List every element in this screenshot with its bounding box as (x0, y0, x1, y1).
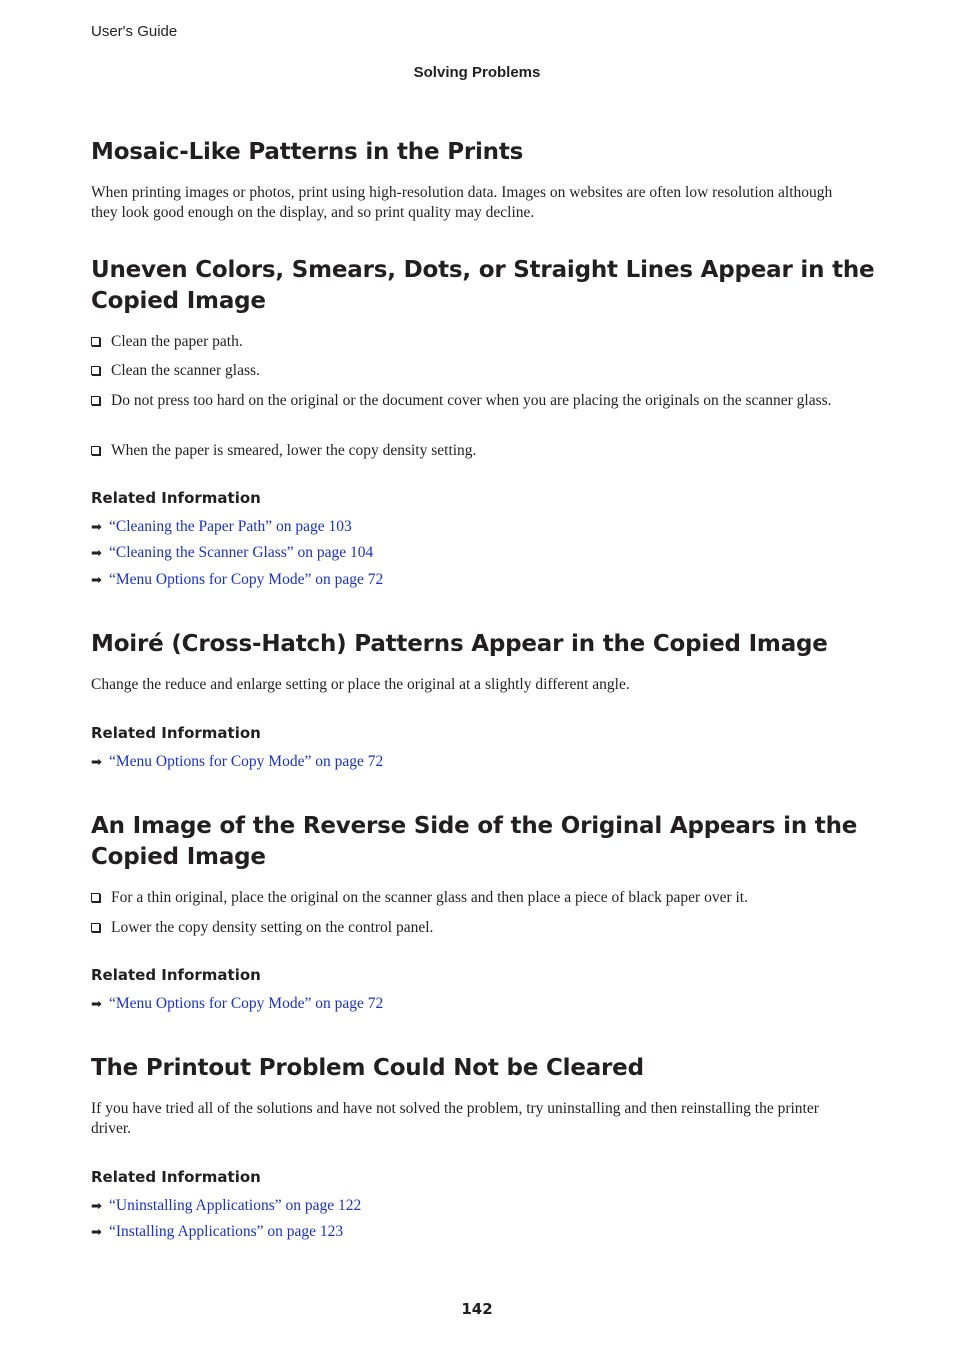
list-item-text: Clean the scanner glass. (111, 362, 260, 379)
related-information-heading: Related Information (91, 489, 261, 507)
arrow-right-icon: ➡ (91, 997, 102, 1012)
running-header-guide: User's Guide (91, 23, 178, 40)
related-link-text[interactable]: “Menu Options for Copy Mode” on page 72 (109, 995, 384, 1012)
related-link-text[interactable]: “Installing Applications” on page 123 (109, 1223, 344, 1240)
checkbox-bullet-icon (91, 446, 100, 455)
related-link (91, 543, 373, 564)
arrow-right-icon: ➡ (91, 1225, 102, 1240)
list-item-text: For a thin original, place the original on the scanner glass and then place a piece of black paper over it. (111, 889, 748, 906)
checkbox-bullet-icon (91, 893, 100, 902)
list-item-text: When the paper is smeared, lower the copy density setting. (111, 442, 477, 459)
related-link (91, 752, 383, 773)
related-information-heading: Related Information (91, 724, 261, 742)
arrow-right-icon: ➡ (91, 520, 102, 535)
related-link (91, 1222, 343, 1243)
page-number: 142 (461, 1300, 493, 1318)
related-information-heading: Related Information (91, 1168, 261, 1186)
related-link-text[interactable]: “Cleaning the Scanner Glass” on page 104 (109, 544, 374, 561)
section-title-moire: Moiré (Cross-Hatch) Patterns Appear in the Copied Image (91, 631, 828, 657)
arrow-right-icon: ➡ (91, 573, 102, 588)
section-title-uneven-colors: Uneven Colors, Smears, Dots, or Straight Lines Appear in the Copied Image (91, 257, 875, 314)
related-link-text[interactable]: “Menu Options for Copy Mode” on page 72 (109, 571, 384, 588)
section-title-reverse-side: An Image of the Reverse Side of the Original Appears in the Copied Image (91, 813, 858, 870)
related-link (91, 517, 352, 538)
checkbox-bullet-icon (91, 337, 100, 346)
list-item (91, 441, 856, 461)
list-item-text: Do not press too hard on the original or the document cover when you are placing the originals on the scanner glass. (111, 392, 832, 409)
checkbox-bullet-icon (91, 396, 100, 405)
related-link (91, 1196, 361, 1217)
arrow-right-icon: ➡ (91, 755, 102, 770)
arrow-right-icon: ➡ (91, 546, 102, 561)
section-title-mosaic: Mosaic-Like Patterns in the Prints (91, 139, 524, 165)
section-body-mosaic: When printing images or photos, print using high-resolution data. Images on websites are often low resolution although they look good enough on the display, and so print quality may decline. (91, 184, 833, 221)
section-title-printout-problem: The Printout Problem Could Not be Cleared (91, 1055, 644, 1081)
list-item-text: Clean the paper path. (111, 333, 243, 350)
section-body-printout-problem: If you have tried all of the solutions and have not solved the problem, try uninstalling and then reinstalling the printer driver. (91, 1100, 819, 1137)
arrow-right-icon: ➡ (91, 1199, 102, 1214)
related-link-text[interactable]: “Cleaning the Paper Path” on page 103 (109, 518, 352, 535)
list-item (91, 888, 856, 908)
list-item (91, 332, 856, 352)
related-link (91, 570, 383, 591)
list-item (91, 918, 856, 938)
checkbox-bullet-icon (91, 923, 100, 932)
section-body-moire: Change the reduce and enlarge setting or place the original at a slightly different angle. (91, 676, 630, 693)
list-item (91, 361, 856, 381)
related-link (91, 994, 383, 1015)
list-item-text: Lower the copy density setting on the control panel. (111, 919, 434, 936)
related-link-text[interactable]: “Menu Options for Copy Mode” on page 72 (109, 753, 384, 770)
related-link-text[interactable]: “Uninstalling Applications” on page 122 (109, 1197, 362, 1214)
checkbox-bullet-icon (91, 366, 100, 375)
running-header-section: Solving Problems (413, 64, 541, 81)
list-item (91, 391, 856, 411)
related-information-heading: Related Information (91, 966, 261, 984)
